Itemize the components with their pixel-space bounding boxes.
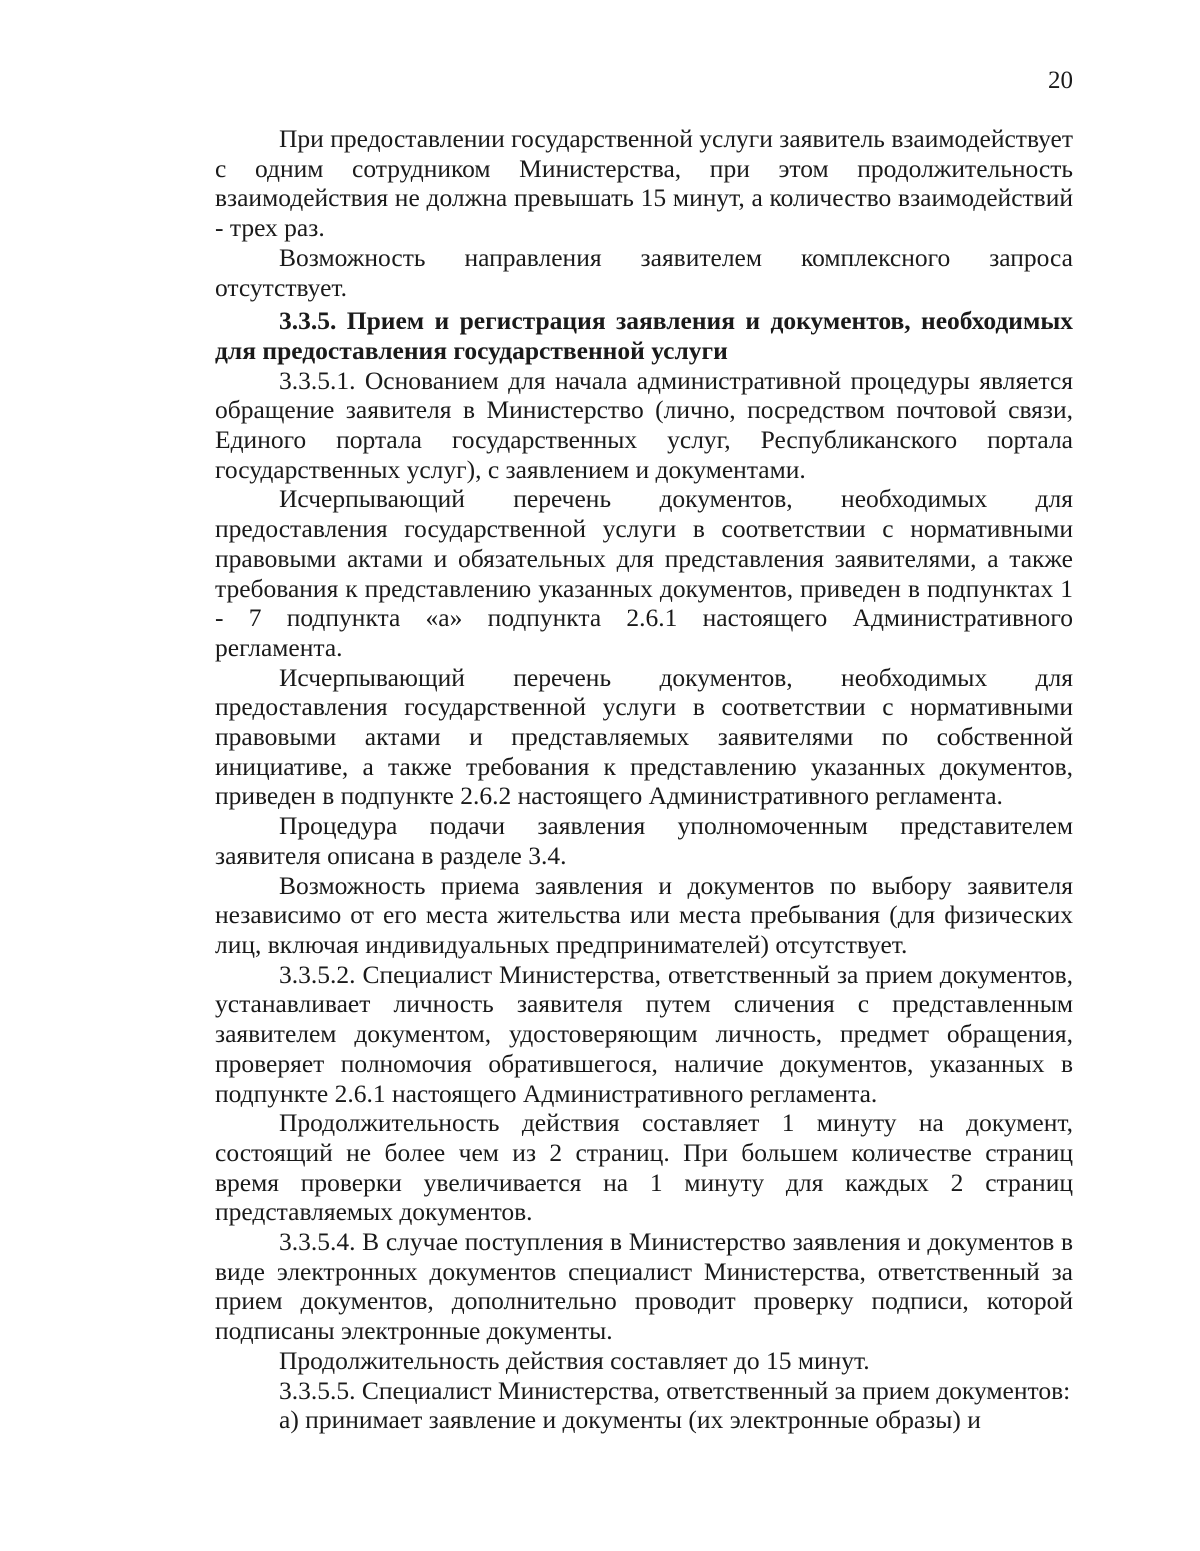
page-number: 20 (1048, 67, 1073, 94)
paragraph: 3.3.5.5. Специалист Министерства, ответственный за прием документов: (279, 1375, 1071, 1405)
section-heading: 3.3.5. Прием и регистрация заявления и документов, необходимых для предоставления государственной услуги (215, 306, 1073, 365)
paragraph: При предоставлении государственной услуги заявитель взаимодействует с одним сотрудником Министерства, при этом продолжительность взаимодействия не должна превышать 15 минут, а количество взаимодействий - трех раз. (215, 124, 1073, 243)
paragraph: Продолжительность действия составляет до 15 минут. (279, 1345, 870, 1375)
paragraph: Продолжительность действия составляет 1 минуту на документ, состоящий не более чем из 2 страниц. При большем количестве страниц время проверки увеличивается на 1 минуту для каждых 2 страниц представляемых документов. (215, 1108, 1073, 1227)
paragraph: Возможность приема заявления и документов по выбору заявителя независимо от его места жительства или места пребывания (для физических лиц, включая индивидуальных предпринимателей) отсутствует. (215, 870, 1073, 959)
paragraph: Исчерпывающий перечень документов, необходимых для предоставления государственной услуги в соответствии с нормативными правовыми актами и обязательных для представления заявителями, а также требования к представлению указанных документов, приведен в подпунктах 1 - 7 подпункта «а» подпункта 2.6.1 настоящего Административного регламента. (215, 484, 1073, 662)
paragraph: 3.3.5.2. Специалист Министерства, ответственный за прием документов, устанавливает личность заявителя путем сличения с представленным заявителем документом, удостоверяющим личность, предмет обращения, проверяет полномочия обратившегося, наличие документов, указанных в подпункте 2.6.1 настоящего Административного регламента. (215, 959, 1073, 1108)
paragraph: 3.3.5.1. Основанием для начала административной процедуры является обращение заявителя в Министерство (лично, посредством почтовой связи, Единого портала государственных услуг, Республиканского портала государственных услуг), с заявлением и документами. (215, 365, 1073, 484)
paragraph: Исчерпывающий перечень документов, необходимых для предоставления государственной услуги в соответствии с нормативными правовыми актами и представляемых заявителями по собственной инициативе, а также требования к представлению указанных документов, приведен в подпункте 2.6.2 настоящего Административного регламента. (215, 662, 1073, 811)
paragraph: Возможность направления заявителем комплексного запроса отсутствует. (215, 242, 1073, 302)
paragraph: Процедура подачи заявления уполномоченным представителем заявителя описана в разделе 3.4. (215, 811, 1073, 870)
document-body (215, 124, 1073, 1435)
paragraph: 3.3.5.4. В случае поступления в Министерство заявления и документов в виде электронных документов специалист Министерства, ответственный за прием документов, дополнительно проводит проверку подписи, которой подписаны электронные документы. (215, 1227, 1073, 1346)
paragraph: а) принимает заявление и документы (их электронные образы) и (279, 1405, 981, 1435)
